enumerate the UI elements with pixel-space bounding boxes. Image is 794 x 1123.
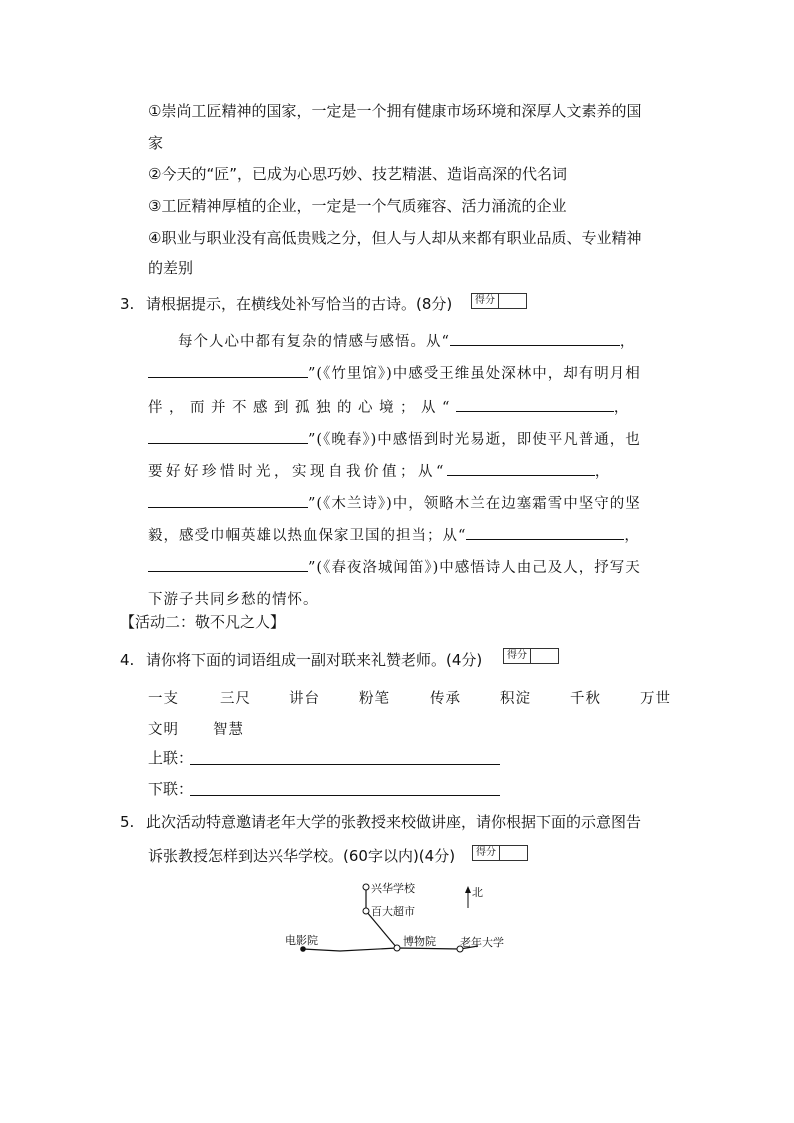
poem-text: 要好好珍惜时光，实现自我价值；从“ — [148, 464, 447, 480]
map-label-museum: 博物院 — [403, 935, 436, 948]
score-label: 得分 — [473, 846, 500, 860]
score-label: 得分 — [504, 649, 531, 663]
q4-word: 粉笔 — [359, 691, 390, 707]
upper-couplet-label: 上联： — [148, 749, 194, 767]
option-2: ②今天的“匠”，已成为心思巧妙、技艺精湛、造诣高深的代名词 — [148, 165, 567, 183]
poem-text: ， — [594, 464, 613, 480]
poem-text: ”(《春夜洛城闻笛》)中感悟诗人由己及人，抒写天 — [308, 560, 641, 576]
q5-prompt-line-2: 诉张教授怎样到达兴华学校。(60字以内)(4分) — [148, 847, 456, 865]
option-3: ③工匠精神厚植的企业，一定是一个气质雍容、活力涌流的企业 — [148, 197, 567, 215]
map-label-cinema: 电影院 — [285, 934, 318, 947]
map-label-school: 兴华学校 — [371, 882, 415, 895]
poem-text: 毅，感受巾帼英雄以热血保家卫国的担当；从“ — [148, 528, 467, 544]
option-1-line-2: 家 — [148, 134, 164, 152]
supermarket-node — [363, 908, 369, 914]
poem-text: 伴，而并不感到孤独的心境；从“ — [148, 400, 456, 416]
q5-number: 5. — [120, 813, 135, 831]
option-1-line-1: ①崇尚工匠精神的国家，一定是一个拥有健康市场环境和深厚人文素养的国 — [148, 102, 642, 120]
option-4-line-2: 的差别 — [148, 259, 194, 277]
north-arrow-head-icon — [465, 886, 471, 893]
q5-prompt-line-1: 此次活动特意邀请老年大学的张教授来校做讲座，请你根据下面的示意图告 — [146, 813, 642, 831]
map-label-university: 老年大学 — [460, 936, 504, 949]
poem-text: 每个人心中都有复杂的情感与感悟。从“ — [178, 334, 450, 350]
q4-prompt: 请你将下面的词语组成一副对联来礼赞老师。(4分) — [146, 651, 483, 669]
lower-couplet-label: 下联： — [148, 780, 194, 798]
q4-word: 文明 — [148, 722, 179, 738]
q4-word: 传承 — [430, 691, 461, 707]
poem-text: ， — [624, 528, 640, 544]
q4-word: 一支 — [148, 691, 179, 707]
q4-word: 讲台 — [289, 691, 320, 707]
poem-text: ”(《竹里馆》)中感受王维虽处深林中，却有明月相 — [308, 366, 641, 382]
museum-node — [394, 945, 400, 951]
q3-poem-line-9: 下游子共同乡愁的情怀。 — [148, 592, 319, 608]
poem-text: ， — [613, 400, 635, 416]
poem-text: ， — [619, 334, 636, 350]
q4-number: 4. — [120, 651, 135, 669]
q4-word: 三尺 — [220, 691, 251, 707]
q4-word: 智慧 — [213, 722, 244, 738]
main-road — [303, 946, 478, 951]
option-4-line-1: ④职业与职业没有高低贵贱之分，但人与人却从来都有职业品质、专业精神 — [148, 229, 642, 247]
map-label-north: 北 — [472, 886, 483, 899]
q3-number: 3. — [120, 295, 135, 313]
q3-prompt: 请根据提示，在横线处补写恰当的古诗。(8分) — [146, 295, 453, 313]
poem-text: ”(《木兰诗》)中，领略木兰在边塞霜雪中坚守的坚 — [308, 496, 641, 512]
poem-text: ”(《晚春》)中感悟到时光易逝，即使平凡普通，也 — [308, 432, 641, 448]
school-node — [363, 884, 369, 890]
score-label: 得分 — [472, 294, 499, 308]
q4-word: 积淀 — [500, 691, 531, 707]
activity-2-heading: 【活动二：敬不凡之人】 — [120, 613, 286, 631]
q4-word: 万世 — [640, 691, 671, 707]
map-label-supermarket: 百大超市 — [371, 905, 415, 918]
q4-word: 千秋 — [570, 691, 601, 707]
